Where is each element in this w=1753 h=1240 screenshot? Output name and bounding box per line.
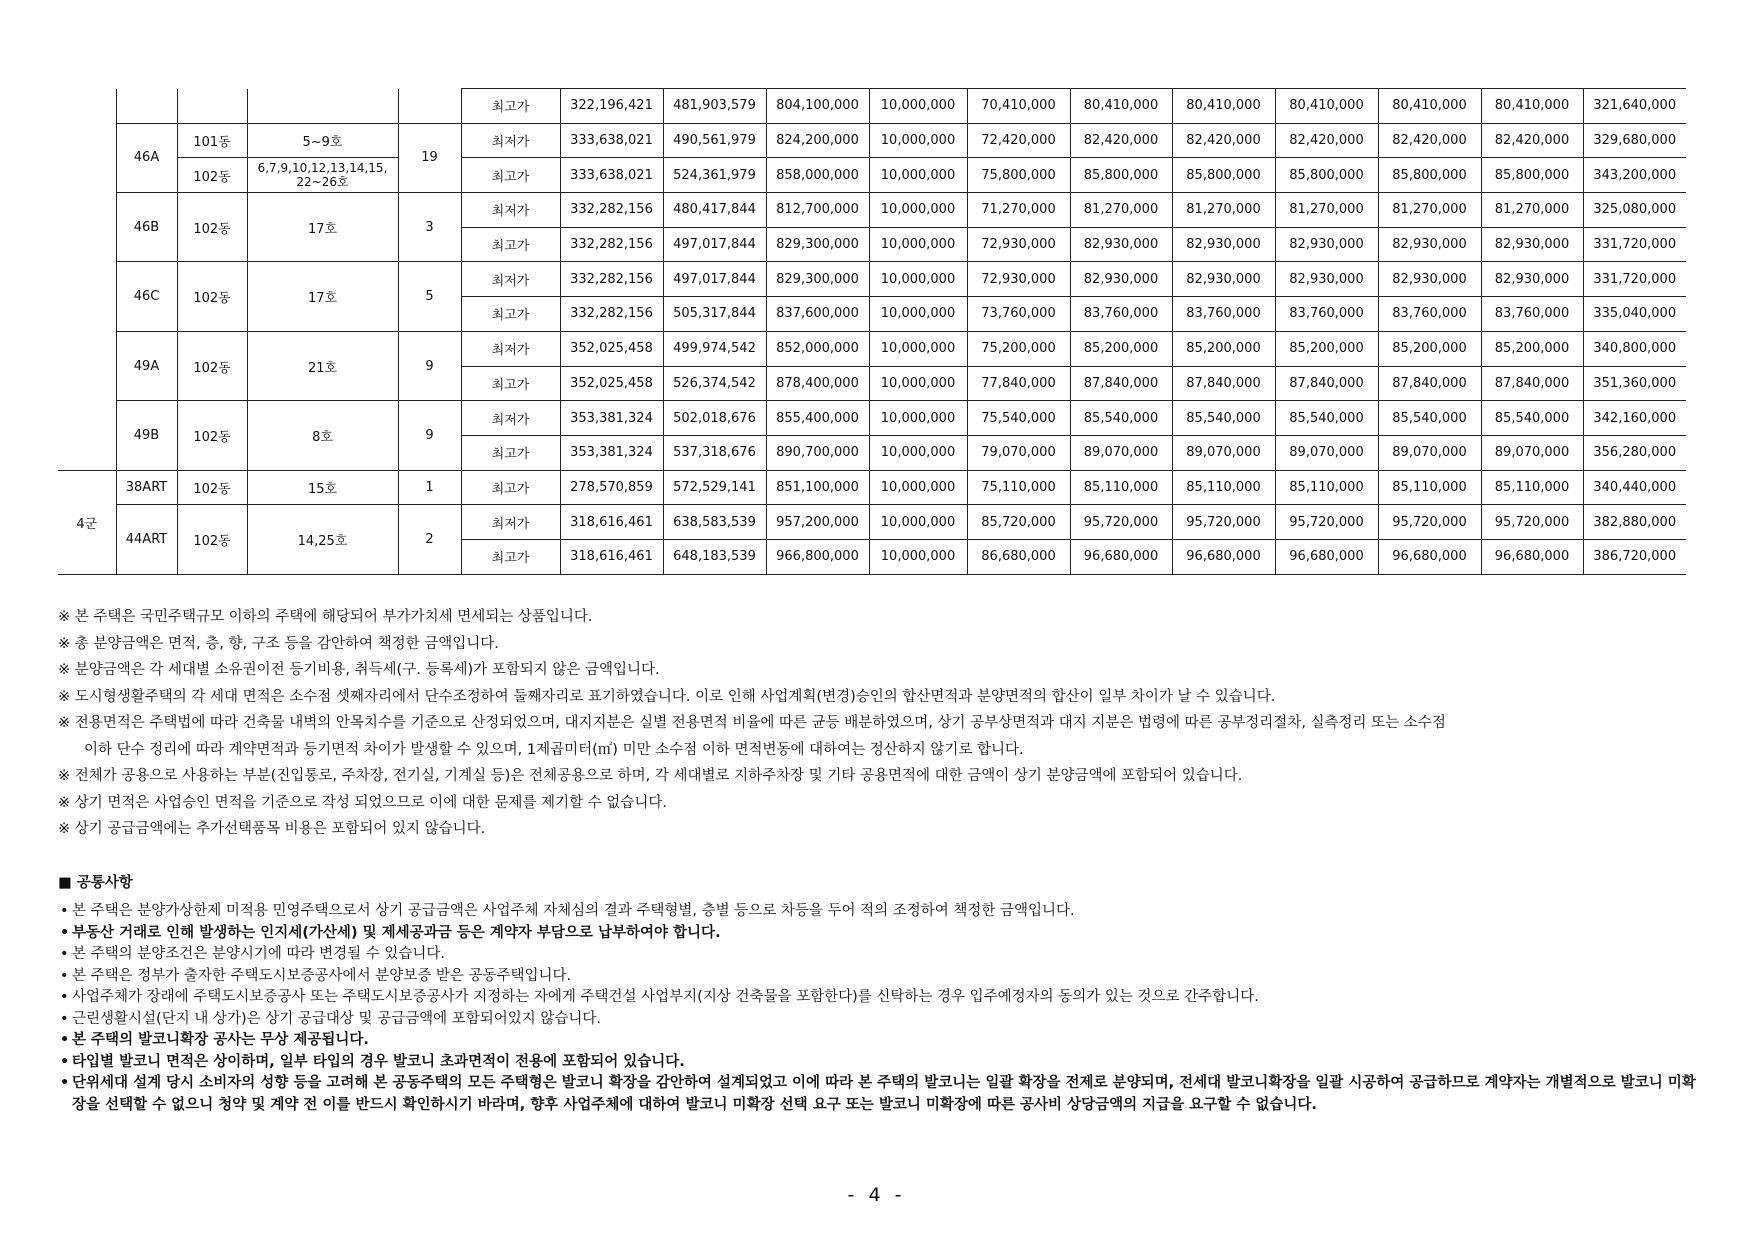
price-value-cell: 10,000,000 (869, 539, 967, 574)
table-row (58, 331, 1753, 366)
price-label-cell: 최고가 (461, 366, 560, 401)
price-value-cell: 87,840,000 (1481, 366, 1583, 401)
price-value-cell: 85,540,000 (1070, 401, 1172, 436)
price-value-cell: 858,000,000 (766, 158, 869, 193)
type-cell: 3 (398, 193, 461, 262)
price-value-cell: 89,070,000 (1070, 435, 1172, 470)
bullet-icon: • (60, 1075, 70, 1091)
price-value-cell: 85,200,000 (1378, 331, 1481, 366)
type-cell: 102동 (177, 470, 247, 505)
price-value-cell: 82,420,000 (1275, 123, 1378, 158)
price-value-cell: 87,840,000 (1172, 366, 1275, 401)
price-label-cell: 최저가 (461, 123, 560, 158)
type-cell: 14,25호 (247, 505, 398, 574)
common-item-text: 본 주택은 정부가 출자한 주택도시보증공사에서 분양보증 받은 공동주택입니다. (72, 967, 572, 984)
price-label-cell: 최고가 (461, 227, 560, 262)
price-value-cell: 502,018,676 (663, 401, 766, 436)
price-value-cell: 322,196,421 (560, 89, 663, 124)
price-value-cell: 340,800,000 (1583, 331, 1686, 366)
price-value-cell: 96,680,000 (1070, 539, 1172, 574)
type-cell: 21호 (247, 331, 398, 400)
price-value-cell: 96,680,000 (1378, 539, 1481, 574)
price-value-cell: 82,930,000 (1172, 262, 1275, 297)
price-value-cell: 824,200,000 (766, 123, 869, 158)
price-label-cell: 최고가 (461, 297, 560, 332)
common-item (58, 987, 1708, 1009)
type-cell: 49B (116, 401, 177, 470)
price-value-cell: 10,000,000 (869, 193, 967, 228)
price-value-cell: 82,930,000 (1275, 262, 1378, 297)
price-value-cell: 572,529,141 (663, 470, 766, 505)
type-cell: 49A (116, 331, 177, 400)
price-label-cell: 최저가 (461, 331, 560, 366)
price-value-cell: 89,070,000 (1378, 435, 1481, 470)
bullet-icon: • (60, 1010, 69, 1027)
price-value-cell: 85,200,000 (1070, 331, 1172, 366)
price-value-cell: 81,270,000 (1275, 193, 1378, 228)
price-value-cell: 83,760,000 (1378, 297, 1481, 332)
price-value-cell: 82,930,000 (1481, 262, 1583, 297)
price-value-cell: 87,840,000 (1070, 366, 1172, 401)
price-value-cell: 499,974,542 (663, 331, 766, 366)
common-item-text: 본 주택의 발코니확장 공사는 무상 제공됩니다. (72, 1032, 369, 1048)
price-value-cell: 852,000,000 (766, 331, 869, 366)
type-cell: 101동 (177, 123, 247, 158)
price-value-cell: 89,070,000 (1172, 435, 1275, 470)
price-value-cell: 340,440,000 (1583, 470, 1686, 505)
price-value-cell: 83,760,000 (1275, 297, 1378, 332)
price-value-cell: 96,680,000 (1481, 539, 1583, 574)
price-label-cell: 최고가 (461, 435, 560, 470)
price-value-cell: 10,000,000 (869, 227, 967, 262)
price-value-cell: 331,720,000 (1583, 227, 1686, 262)
price-value-cell: 95,720,000 (1378, 505, 1481, 540)
price-value-cell: 10,000,000 (869, 123, 967, 158)
price-value-cell: 85,540,000 (1378, 401, 1481, 436)
table-row (58, 401, 1753, 436)
price-value-cell: 10,000,000 (869, 401, 967, 436)
type-cell: 17호 (247, 193, 398, 262)
table-row (58, 123, 1753, 158)
price-value-cell: 73,760,000 (967, 297, 1070, 332)
price-value-cell: 87,840,000 (1275, 366, 1378, 401)
price-value-cell: 96,680,000 (1275, 539, 1378, 574)
common-item (58, 1009, 1708, 1031)
price-value-cell: 82,420,000 (1378, 123, 1481, 158)
price-value-cell: 10,000,000 (869, 331, 967, 366)
price-value-cell: 352,025,458 (560, 331, 663, 366)
table-row (58, 158, 1753, 193)
price-value-cell: 80,410,000 (1070, 89, 1172, 124)
price-value-cell: 333,638,021 (560, 123, 663, 158)
price-value-cell: 82,420,000 (1070, 123, 1172, 158)
type-cell: 2 (398, 505, 461, 574)
type-cell: 1 (398, 470, 461, 505)
price-value-cell: 85,540,000 (1275, 401, 1378, 436)
price-value-cell: 82,930,000 (1070, 262, 1172, 297)
price-value-cell: 386,720,000 (1583, 539, 1686, 574)
price-value-cell: 353,381,324 (560, 401, 663, 436)
price-value-cell: 75,540,000 (967, 401, 1070, 436)
group-cell (58, 89, 116, 471)
price-value-cell: 80,410,000 (1275, 89, 1378, 124)
price-value-cell: 10,000,000 (869, 470, 967, 505)
price-value-cell: 89,070,000 (1275, 435, 1378, 470)
price-value-cell: 855,400,000 (766, 401, 869, 436)
common-list (58, 901, 1708, 1116)
price-value-cell: 480,417,844 (663, 193, 766, 228)
type-cell: 5 (398, 262, 461, 331)
group-cell: 4군 (58, 470, 116, 574)
type-cell: 19 (398, 123, 461, 192)
price-value-cell: 85,110,000 (1275, 470, 1378, 505)
price-value-cell: 890,700,000 (766, 435, 869, 470)
type-cell: 9 (398, 331, 461, 400)
price-label-cell: 최저가 (461, 262, 560, 297)
price-value-cell: 333,638,021 (560, 158, 663, 193)
bullet-icon: • (60, 903, 69, 919)
price-value-cell: 75,200,000 (967, 331, 1070, 366)
common-item-text: 본 주택의 분양조건은 분양시기에 따라 변경될 수 있습니다. (72, 946, 446, 962)
price-value-cell: 82,930,000 (1378, 227, 1481, 262)
price-value-cell: 332,282,156 (560, 297, 663, 332)
price-value-cell: 85,800,000 (1070, 158, 1172, 193)
price-label-cell: 최저가 (461, 505, 560, 540)
price-value-cell: 966,800,000 (766, 539, 869, 574)
note-line: ※ 도시형생활주택의 각 세대 면적은 소수점 셋째자리에서 단수조정하여 둘째자리로 표기하였습니다. 이로 인해 사업계획(변경)승인의 합산면적과 분양면적의 합산이 일부 차이가 날 수 있습니다. (58, 688, 1276, 705)
type-cell: 46B (116, 193, 177, 262)
price-value-cell: 497,017,844 (663, 262, 766, 297)
price-value-cell: 343,200,000 (1583, 158, 1686, 193)
type-cell (398, 89, 461, 124)
price-value-cell: 81,270,000 (1378, 193, 1481, 228)
price-value-cell: 804,100,000 (766, 89, 869, 124)
price-value-cell: 95,720,000 (1070, 505, 1172, 540)
price-value-cell: 10,000,000 (869, 158, 967, 193)
bullet-icon: • (60, 989, 69, 1005)
price-value-cell: 72,420,000 (967, 123, 1070, 158)
table-row (58, 262, 1753, 297)
price-value-cell: 83,760,000 (1070, 297, 1172, 332)
price-value-cell: 75,800,000 (967, 158, 1070, 193)
price-value-cell: 10,000,000 (869, 297, 967, 332)
price-value-cell: 82,420,000 (1172, 123, 1275, 158)
common-item (58, 1052, 1708, 1074)
price-value-cell: 82,930,000 (1378, 262, 1481, 297)
type-cell: 102동 (177, 262, 247, 331)
type-cell: 46A (116, 123, 177, 192)
price-value-cell: 79,070,000 (967, 435, 1070, 470)
price-value-cell: 10,000,000 (869, 89, 967, 124)
price-value-cell: 85,110,000 (1070, 470, 1172, 505)
price-value-cell: 81,270,000 (1481, 193, 1583, 228)
type-cell: 102동 (177, 401, 247, 470)
price-value-cell: 829,300,000 (766, 262, 869, 297)
note-line: 이하 단수 정리에 따라 계약면적과 등기면적 차이가 발생할 수 있으며, 1제곱미터(㎡) 미만 소수점 이하 면적변동에 대하여는 정산하지 않기로 합니다. (84, 741, 1024, 758)
price-value-cell: 85,200,000 (1172, 331, 1275, 366)
price-value-cell: 356,280,000 (1583, 435, 1686, 470)
price-value-cell: 318,616,461 (560, 505, 663, 540)
price-value-cell: 80,410,000 (1172, 89, 1275, 124)
table-row (58, 505, 1753, 540)
price-value-cell: 382,880,000 (1583, 505, 1686, 540)
type-cell: 5~9호 (247, 123, 398, 158)
price-value-cell: 95,720,000 (1172, 505, 1275, 540)
bullet-icon: • (60, 924, 70, 941)
price-value-cell: 497,017,844 (663, 227, 766, 262)
common-item-text: 사업주체가 장래에 주택도시보증공사 또는 주택도시보증공사가 지정하는 자에게 주택건설 사업부지(지상 건축물을 포함한다)를 신탁하는 경우 입주예정자의 동의가 있는 것으로 간주합니다. (72, 989, 1259, 1005)
price-value-cell: 85,800,000 (1481, 158, 1583, 193)
price-value-cell: 325,080,000 (1583, 193, 1686, 228)
common-item-text: 타입별 발코니 면적은 상이하며, 일부 타입의 경우 발코니 초과면적이 전용에 포함되어 있습니다. (72, 1053, 685, 1070)
price-value-cell: 82,930,000 (1481, 227, 1583, 262)
price-value-cell: 278,570,859 (560, 470, 663, 505)
price-value-cell: 524,361,979 (663, 158, 766, 193)
price-label-cell: 최고가 (461, 89, 560, 124)
bullet-icon: • (60, 1032, 70, 1048)
price-value-cell: 957,200,000 (766, 505, 869, 540)
price-value-cell: 96,680,000 (1172, 539, 1275, 574)
common-item (58, 1073, 1708, 1116)
type-cell: 8호 (247, 401, 398, 470)
price-value-cell: 85,110,000 (1378, 470, 1481, 505)
price-value-cell: 829,300,000 (766, 227, 869, 262)
price-label-cell: 최저가 (461, 401, 560, 436)
price-value-cell: 72,930,000 (967, 262, 1070, 297)
price-value-cell: 85,110,000 (1172, 470, 1275, 505)
note-line: ※ 본 주택은 국민주택규모 이하의 주택에 해당되어 부가가치세 면세되는 상품입니다. (58, 609, 593, 625)
common-item (58, 966, 1708, 988)
common-item (58, 1030, 1708, 1052)
price-value-cell: 71,270,000 (967, 193, 1070, 228)
type-cell: 46C (116, 262, 177, 331)
price-value-cell: 82,420,000 (1481, 123, 1583, 158)
note-line: ※ 상기 공급금액에는 추가선택품목 비용은 포함되어 있지 않습니다. (58, 821, 486, 837)
price-value-cell: 85,720,000 (967, 505, 1070, 540)
common-item-text: 부동산 거래로 인해 발생하는 인지세(가산세) 및 제세공과금 등은 계약자 부담으로 납부하여야 합니다. (72, 924, 721, 941)
common-section (58, 873, 1708, 1116)
table-row (58, 193, 1753, 228)
price-value-cell: 352,025,458 (560, 366, 663, 401)
price-value-cell: 490,561,979 (663, 123, 766, 158)
type-cell: 17호 (247, 262, 398, 331)
price-label-cell: 최저가 (461, 193, 560, 228)
price-value-cell: 83,760,000 (1481, 297, 1583, 332)
price-value-cell: 332,282,156 (560, 227, 663, 262)
price-label-cell: 최고가 (461, 470, 560, 505)
type-cell: 102동 (177, 193, 247, 262)
bullet-icon: • (60, 946, 69, 962)
price-value-cell: 72,930,000 (967, 227, 1070, 262)
price-value-cell: 335,040,000 (1583, 297, 1686, 332)
note-line: ※ 상기 면적은 사업승인 면적을 기준으로 작성 되었으므로 이에 대한 문제를 제기할 수 없습니다. (58, 794, 667, 811)
price-value-cell: 75,110,000 (967, 470, 1070, 505)
common-heading: ■ 공통사항 (58, 875, 133, 891)
price-value-cell: 85,200,000 (1275, 331, 1378, 366)
price-value-cell: 481,903,579 (663, 89, 766, 124)
supply-price-table (58, 88, 1753, 575)
common-item (58, 923, 1708, 945)
price-value-cell: 77,840,000 (967, 366, 1070, 401)
price-value-cell: 87,840,000 (1378, 366, 1481, 401)
price-value-cell: 81,270,000 (1070, 193, 1172, 228)
price-value-cell: 10,000,000 (869, 262, 967, 297)
bullet-icon: • (60, 1053, 70, 1070)
price-value-cell: 329,680,000 (1583, 123, 1686, 158)
price-value-cell: 86,680,000 (967, 539, 1070, 574)
price-value-cell: 82,930,000 (1172, 227, 1275, 262)
price-value-cell: 648,183,539 (663, 539, 766, 574)
common-item (58, 901, 1708, 923)
price-value-cell: 318,616,461 (560, 539, 663, 574)
type-cell: 38ART (116, 470, 177, 505)
price-label-cell: 최고가 (461, 539, 560, 574)
bullet-icon: • (60, 967, 69, 984)
price-value-cell: 85,800,000 (1378, 158, 1481, 193)
type-cell: 6,7,9,10,12,13,14,15, 22~26호 (247, 158, 398, 193)
price-value-cell: 95,720,000 (1275, 505, 1378, 540)
page-number: - 4 - (847, 1184, 906, 1206)
type-cell (116, 89, 177, 124)
price-value-cell: 82,930,000 (1275, 227, 1378, 262)
type-cell: 102동 (177, 158, 247, 193)
table-row (58, 470, 1753, 505)
price-value-cell: 85,200,000 (1481, 331, 1583, 366)
price-value-cell: 89,070,000 (1481, 435, 1583, 470)
price-value-cell: 353,381,324 (560, 435, 663, 470)
price-value-cell: 10,000,000 (869, 505, 967, 540)
common-item-text: 근린생활시설(단지 내 상가)은 상기 공급대상 및 공급금액에 포함되어있지 않습니다. (72, 1010, 602, 1027)
price-value-cell: 537,318,676 (663, 435, 766, 470)
type-cell: 102동 (177, 331, 247, 400)
price-value-cell: 80,410,000 (1481, 89, 1583, 124)
price-value-cell: 351,360,000 (1583, 366, 1686, 401)
price-value-cell: 85,800,000 (1172, 158, 1275, 193)
price-value-cell: 526,374,542 (663, 366, 766, 401)
price-value-cell: 332,282,156 (560, 262, 663, 297)
type-cell (247, 89, 398, 124)
price-value-cell: 10,000,000 (869, 435, 967, 470)
price-value-cell: 82,930,000 (1070, 227, 1172, 262)
price-value-cell: 812,700,000 (766, 193, 869, 228)
note-line: ※ 총 분양금액은 면적, 층, 향, 구조 등을 감안하여 책정한 금액입니다. (58, 635, 499, 652)
price-value-cell: 80,410,000 (1378, 89, 1481, 124)
price-value-cell: 851,100,000 (766, 470, 869, 505)
note-line: ※ 분양금액은 각 세대별 소유권이전 등기비용, 취득세(구. 등록세)가 포함되지 않은 금액입니다. (58, 662, 660, 678)
price-value-cell: 85,540,000 (1481, 401, 1583, 436)
common-item (58, 944, 1708, 966)
type-cell: 15호 (247, 470, 398, 505)
price-value-cell: 10,000,000 (869, 366, 967, 401)
price-value-cell: 878,400,000 (766, 366, 869, 401)
type-cell: 9 (398, 401, 461, 470)
price-value-cell: 83,760,000 (1172, 297, 1275, 332)
common-item-text: 본 주택은 분양가상한제 미적용 민영주택으로서 상기 공급금액은 사업주체 자체심의 결과 주택형별, 층별 등으로 차등을 두어 적의 조정하여 책정한 금액입니다. (72, 903, 1075, 919)
type-cell (177, 89, 247, 124)
price-value-cell: 321,640,000 (1583, 89, 1686, 124)
type-cell: 44ART (116, 505, 177, 574)
price-value-cell: 638,583,539 (663, 505, 766, 540)
price-value-cell: 505,317,844 (663, 297, 766, 332)
price-value-cell: 95,720,000 (1481, 505, 1583, 540)
price-label-cell: 최고가 (461, 158, 560, 193)
table-row (58, 89, 1753, 124)
price-value-cell: 342,160,000 (1583, 401, 1686, 436)
price-value-cell: 331,720,000 (1583, 262, 1686, 297)
common-item-text: 단위세대 설계 당시 소비자의 성향 등을 고려해 본 공동주택의 모든 주택형은 발코니 확장을 감안하여 설계되었고 이에 따라 본 주택의 발코니는 일괄 확장을 전제로 분양되며, 전세대 발코니확장을 일괄 시공하여 공급하므로 계약자는 개별적으로 발코니 미확장을 선택할 수 없으니 청약 및 계약 전 이를 반드시 확인하시기 바라며, 향후 사업주체에 대하여 발코니 미확장 선택 요구 또는 발코니 미확장에 따른 공사비 상당금액의 지급을 요구할 수 없습니다. (72, 1075, 1696, 1113)
price-value-cell: 81,270,000 (1172, 193, 1275, 228)
price-value-cell: 332,282,156 (560, 193, 663, 228)
price-value-cell: 85,110,000 (1481, 470, 1583, 505)
notes-section (58, 604, 1708, 843)
price-value-cell: 85,540,000 (1172, 401, 1275, 436)
price-value-cell: 837,600,000 (766, 297, 869, 332)
type-cell: 102동 (177, 505, 247, 574)
note-line: ※ 전용면적은 주택법에 따라 건축물 내벽의 안목치수를 기준으로 산정되었으며, 대지지분은 실별 전용면적 비율에 따른 균등 배분하였으며, 상기 공부상면적과 대지 지분은 법령에 따른 공부정리절차, 실측정리 또는 소수점 (58, 715, 1446, 731)
price-value-cell: 85,800,000 (1275, 158, 1378, 193)
price-value-cell: 70,410,000 (967, 89, 1070, 124)
note-line: ※ 전체가 공용으로 사용하는 부분(진입통로, 주차장, 전기실, 기계실 등)은 전체공용으로 하며, 각 세대별로 지하주차장 및 기타 공용면적에 대한 금액이 상기 분양금액에 포함되어 있습니다. (58, 768, 1243, 784)
